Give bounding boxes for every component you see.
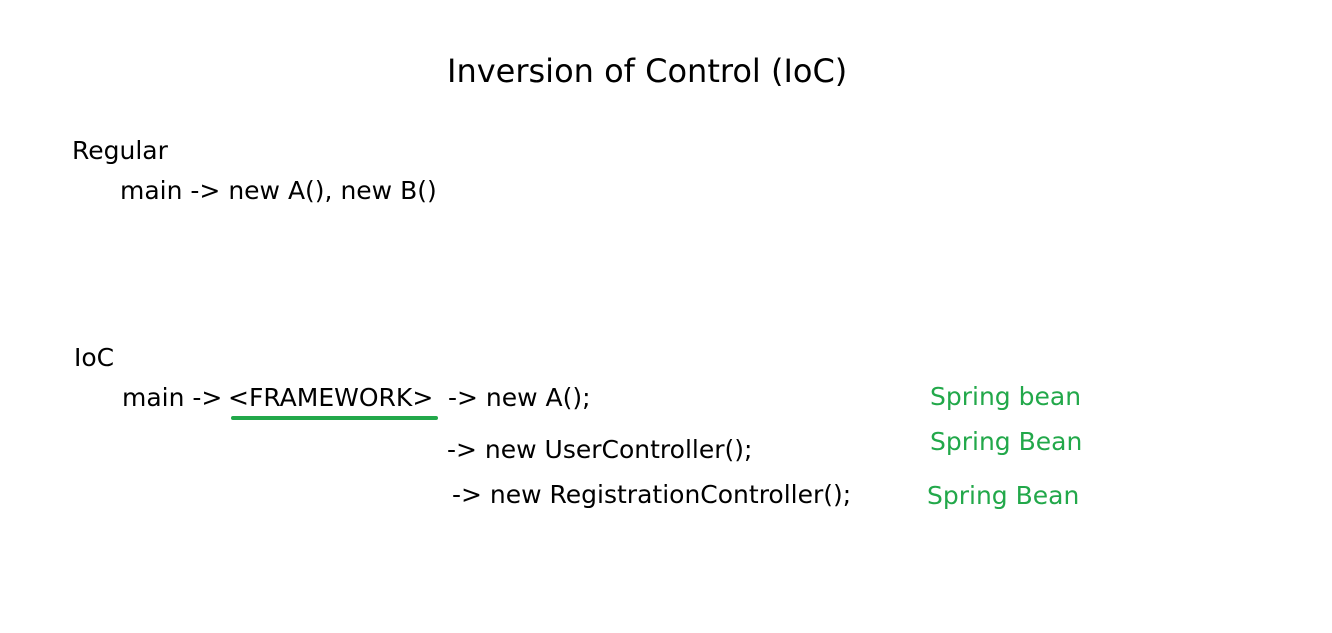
spring-bean-label-3: Spring Bean: [927, 481, 1080, 510]
regular-flow-line: main -> new A(), new B(): [120, 176, 437, 205]
ioc-heading: IoC: [74, 343, 115, 372]
spring-bean-label-2: Spring Bean: [930, 427, 1083, 456]
ioc-arrow-line-3: -> new RegistrationController();: [452, 480, 852, 509]
ioc-arrow-line-2: -> new UserController();: [447, 435, 753, 464]
spring-bean-label-1: Spring bean: [930, 382, 1082, 411]
ioc-arrow-line-1: -> new A();: [448, 383, 591, 412]
page-title: Inversion of Control (IoC): [447, 52, 848, 90]
regular-heading: Regular: [72, 136, 168, 165]
framework-underline: [231, 416, 438, 420]
ioc-main-prefix: main ->: [122, 383, 223, 412]
framework-label: <FRAMEWORK>: [228, 383, 434, 412]
